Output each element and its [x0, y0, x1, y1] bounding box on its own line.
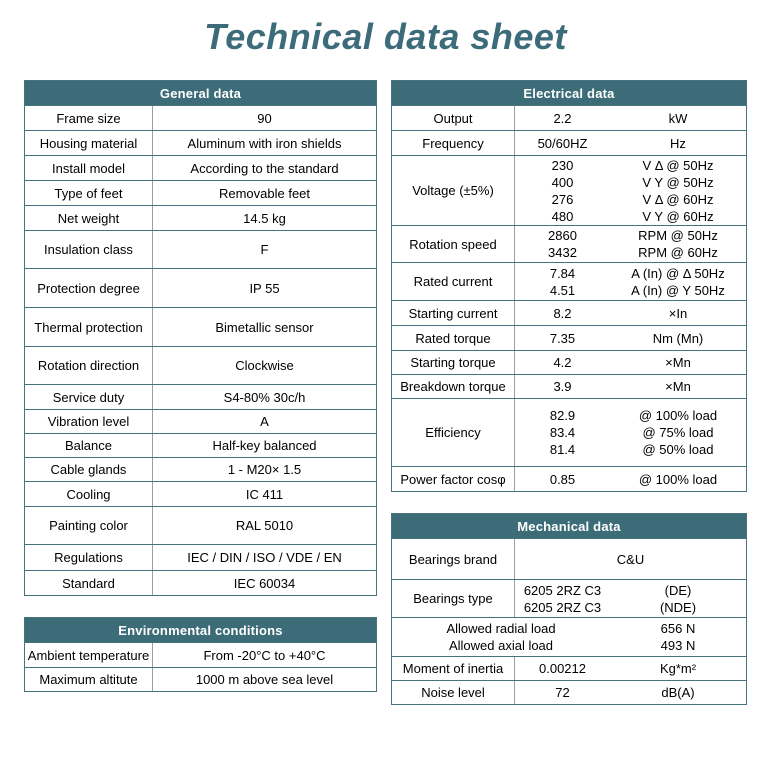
- row-value-line: 82.9: [549, 408, 576, 423]
- content-layout: [0, 80, 771, 705]
- row-value-line: 2860: [548, 228, 577, 243]
- row-value-line: 3.9: [553, 379, 572, 394]
- row-unit-line: V Y @ 50Hz: [642, 174, 714, 190]
- row-value-line: 8.2: [553, 305, 572, 321]
- row-value: [515, 580, 610, 617]
- row-label: Install model: [25, 156, 153, 180]
- row-value-line: 0.85: [549, 471, 576, 487]
- environmental-conditions-table: [24, 617, 377, 692]
- table-row: [392, 466, 746, 491]
- table-row: [25, 570, 376, 595]
- row-label: Frequency: [392, 131, 515, 155]
- row-label: Moment of inertia: [392, 657, 515, 680]
- table-row: [392, 656, 746, 680]
- row-label: Thermal protection: [25, 308, 153, 346]
- row-label: Vibration level: [25, 410, 153, 433]
- row-unit-line: @ 50% load: [642, 442, 714, 457]
- row-label: Standard: [25, 571, 153, 595]
- row-value: [515, 399, 610, 466]
- row-value: [515, 467, 610, 491]
- row-unit-line: kW: [668, 110, 688, 126]
- table-row: [25, 346, 376, 384]
- row-unit: [610, 131, 746, 155]
- row-value: Removable feet: [218, 185, 311, 201]
- row-unit-line: V Δ @ 50Hz: [642, 157, 714, 173]
- table-row: [392, 325, 746, 350]
- table-row: [25, 130, 376, 155]
- row-unit: [610, 106, 746, 130]
- row-unit-line: 493 N: [660, 638, 696, 653]
- row-label: Power factor cosφ: [392, 467, 515, 491]
- table-row: [392, 579, 746, 617]
- row-label: Rated torque: [392, 326, 515, 350]
- row-unit-line: Hz: [670, 135, 686, 151]
- row-unit-line: dB(A): [661, 685, 695, 700]
- table-header: General data: [25, 81, 376, 105]
- table-row: [392, 374, 746, 398]
- row-unit: [610, 681, 746, 704]
- row-label: Type of feet: [25, 181, 153, 205]
- row-value: [515, 351, 610, 374]
- table-row: [392, 225, 746, 262]
- table-row: [392, 538, 746, 579]
- table-row: [25, 409, 376, 433]
- table-row: [25, 205, 376, 230]
- row-value: F: [260, 242, 269, 257]
- row-unit-line: ×Mn: [665, 379, 691, 394]
- row-label: Protection degree: [25, 269, 153, 307]
- row-unit: [610, 657, 746, 680]
- row-value-line: 3432: [548, 245, 577, 260]
- row-label: Cable glands: [25, 458, 153, 481]
- row-label: Output: [392, 106, 515, 130]
- row-label: Maximum altitute: [25, 668, 153, 691]
- row-label: Rotation speed: [392, 226, 515, 262]
- row-label: Painting color: [25, 507, 153, 544]
- row-value: [515, 375, 610, 398]
- row-value-line: 7.84: [549, 265, 576, 281]
- row-value-line: 480: [551, 208, 574, 224]
- table-row: [392, 300, 746, 325]
- table-row: [392, 105, 746, 130]
- row-value-line: 0.00212: [539, 661, 586, 676]
- electrical-data-table: [391, 80, 747, 492]
- row-unit: [610, 326, 746, 350]
- general-data-table: [24, 80, 377, 596]
- row-label: Starting torque: [392, 351, 515, 374]
- row-value-line: 6205 2RZ C3: [523, 599, 602, 615]
- row-unit: [610, 156, 746, 225]
- row-value: Clockwise: [235, 358, 294, 373]
- table-header: Environmental conditions: [25, 618, 376, 642]
- row-unit-line: @ 75% load: [642, 425, 714, 440]
- row-value: S4-80% 30c/h: [223, 389, 306, 405]
- row-unit: [610, 226, 746, 262]
- row-value-line: 400: [551, 174, 574, 190]
- table-row: [392, 130, 746, 155]
- row-unit-line: (NDE): [659, 599, 697, 615]
- table-row: [25, 230, 376, 268]
- row-value: IP 55: [249, 280, 280, 296]
- row-unit-line: ×Mn: [665, 355, 691, 370]
- row-value: [515, 301, 610, 325]
- row-label: Service duty: [25, 385, 153, 409]
- row-label: Ambient temperature: [25, 643, 153, 667]
- row-label: Noise level: [392, 681, 515, 704]
- table-row: [392, 398, 746, 466]
- row-value: [515, 156, 610, 225]
- row-value-line: 2.2: [553, 110, 572, 126]
- table-row: [25, 667, 376, 691]
- row-label: Insulation class: [25, 231, 153, 268]
- row-unit-line: @ 100% load: [638, 471, 718, 487]
- row-label: Bearings type: [392, 580, 515, 617]
- row-value-line: 4.51: [549, 282, 576, 298]
- page-title: Technical data sheet: [204, 16, 567, 57]
- row-label: Bearings brand: [392, 539, 515, 579]
- row-value-line: 83.4: [549, 425, 576, 440]
- row-value: RAL 5010: [235, 518, 294, 533]
- row-label: Breakdown torque: [392, 375, 515, 398]
- row-value: [515, 326, 610, 350]
- table-row: [25, 307, 376, 346]
- row-value: 90: [257, 110, 272, 126]
- table-header: Electrical data: [392, 81, 746, 105]
- row-value: [515, 106, 610, 130]
- table-row: [392, 680, 746, 704]
- row-value-line: 72: [555, 685, 570, 700]
- row-value: [515, 263, 610, 300]
- row-label-line: Allowed radial load: [446, 621, 556, 636]
- table-row: [25, 155, 376, 180]
- table-row: [25, 481, 376, 506]
- table-row: [392, 262, 746, 300]
- row-value-line: 6205 2RZ C3: [523, 582, 602, 598]
- row-unit: [610, 263, 746, 300]
- row-label: Housing material: [25, 131, 153, 155]
- table-row: [25, 506, 376, 544]
- row-unit-line: V Δ @ 60Hz: [642, 191, 714, 207]
- table-row: [25, 268, 376, 307]
- row-unit: [610, 301, 746, 325]
- row-unit: [610, 467, 746, 491]
- row-value: 14.5 kg: [243, 210, 286, 226]
- table-row: [25, 544, 376, 570]
- row-unit-line: (DE): [664, 582, 692, 598]
- table-row: [25, 180, 376, 205]
- row-value-line: 4.2: [553, 355, 572, 370]
- row-value: Aluminum with iron shields: [187, 135, 342, 151]
- table-row: [25, 457, 376, 481]
- row-unit-line: @ 100% load: [638, 408, 718, 423]
- left-column: [24, 80, 377, 692]
- row-unit-line: A (In) @ Y 50Hz: [631, 282, 725, 298]
- right-column: [391, 80, 747, 705]
- row-unit-line: 656 N: [660, 621, 696, 636]
- row-label: Rated current: [392, 263, 515, 300]
- row-value: [515, 681, 610, 704]
- table-row: [25, 384, 376, 409]
- row-unit: [610, 618, 746, 656]
- row-value: A: [260, 414, 269, 429]
- row-value: [515, 226, 610, 262]
- row-value-line: 276: [551, 191, 574, 207]
- row-value: 1 - M20× 1.5: [227, 462, 302, 477]
- row-label: Net weight: [25, 206, 153, 230]
- row-unit-line: V Y @ 60Hz: [642, 208, 714, 224]
- row-value: [515, 131, 610, 155]
- table-row: [25, 105, 376, 130]
- table-row: [392, 617, 746, 656]
- table-header: Mechanical data: [392, 514, 746, 538]
- mechanical-data-table: [391, 513, 747, 705]
- row-label-line: Allowed axial load: [448, 638, 554, 653]
- row-unit: [610, 580, 746, 617]
- table-row: [25, 642, 376, 667]
- row-value: According to the standard: [190, 160, 339, 176]
- row-unit: [610, 375, 746, 398]
- row-unit: [610, 399, 746, 466]
- row-value: From -20°C to +40°C: [203, 647, 326, 663]
- row-label: Efficiency: [392, 399, 515, 466]
- row-label: Rotation direction: [25, 347, 153, 384]
- table-row: [392, 350, 746, 374]
- row-value: [515, 657, 610, 680]
- row-value: Bimetallic sensor: [215, 319, 314, 335]
- row-value: C&U: [616, 551, 645, 567]
- row-unit-line: ×In: [668, 305, 688, 321]
- row-unit-line: A (In) @ Δ 50Hz: [631, 265, 725, 281]
- row-value: IEC / DIN / ISO / VDE / EN: [187, 550, 342, 565]
- row-unit-line: Kg*m²: [659, 661, 697, 676]
- table-row: [392, 155, 746, 225]
- row-value-line: 230: [551, 157, 574, 173]
- table-row: [25, 433, 376, 457]
- row-value: 1000 m above sea level: [195, 672, 334, 687]
- row-label: Frame size: [25, 106, 153, 130]
- row-unit-line: RPM @ 60Hz: [638, 245, 718, 260]
- row-value-line: 50/60HZ: [537, 135, 588, 151]
- row-unit-line: Nm (Mn): [652, 330, 704, 346]
- row-label: [392, 618, 610, 656]
- row-value: IEC 60034: [233, 575, 296, 591]
- row-label: Cooling: [25, 482, 153, 506]
- row-value: Half-key balanced: [212, 438, 317, 453]
- row-label: Regulations: [25, 545, 153, 570]
- row-value-line: 81.4: [549, 442, 576, 457]
- row-label: Voltage (±5%): [392, 156, 515, 225]
- row-unit-line: RPM @ 50Hz: [638, 228, 718, 243]
- row-unit: [610, 351, 746, 374]
- row-label: Balance: [25, 434, 153, 457]
- row-value-line: 7.35: [549, 330, 576, 346]
- row-label: Starting current: [392, 301, 515, 325]
- row-value: IC 411: [245, 486, 284, 502]
